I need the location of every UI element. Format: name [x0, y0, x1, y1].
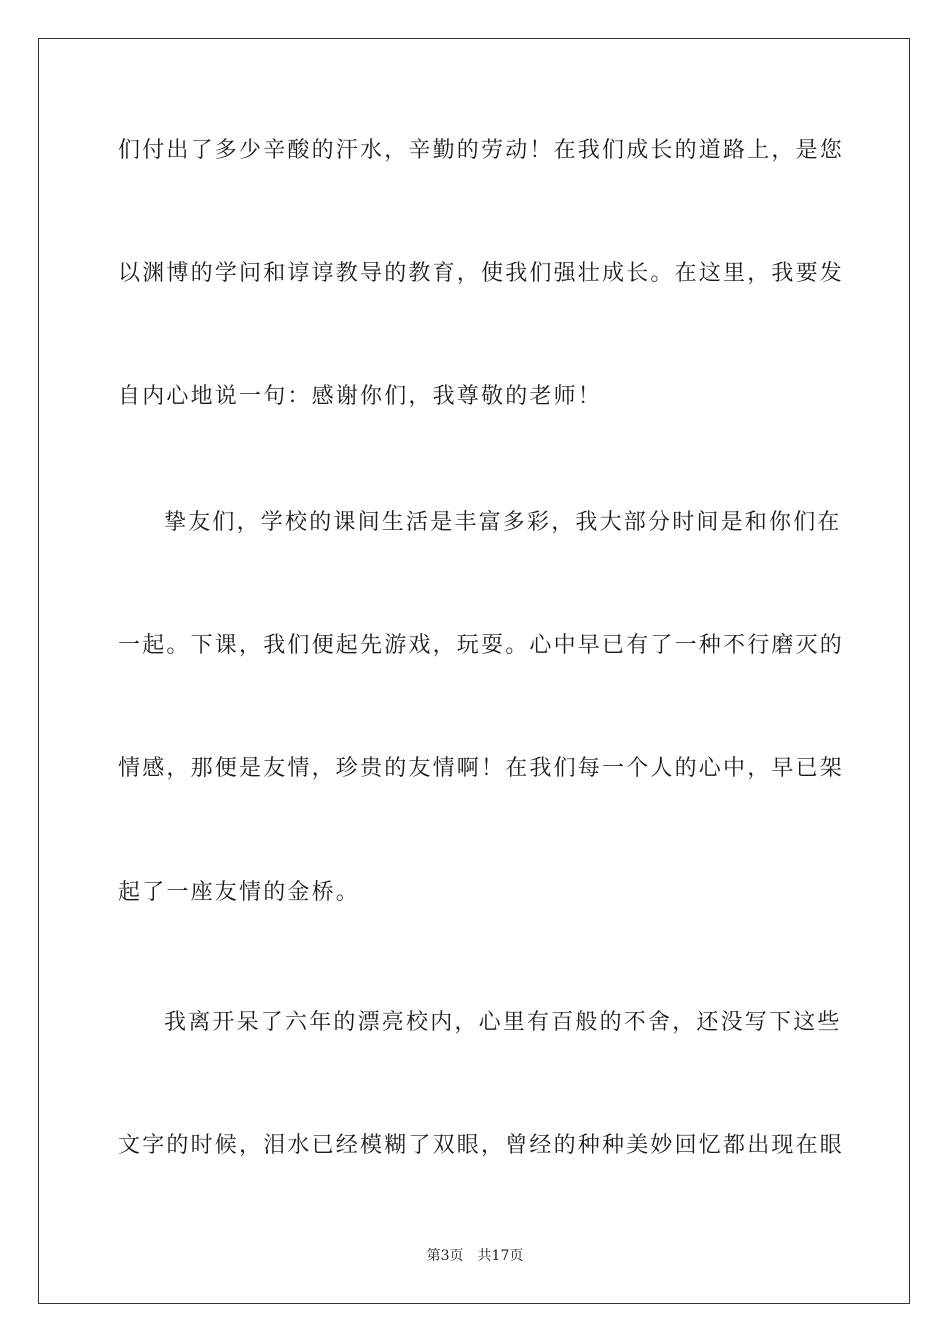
page-footer [0, 1247, 950, 1265]
paragraph-start-line: 我离开呆了六年的漂亮校内，心里有百般的不舍，还没写下这些 [164, 1010, 842, 1035]
body-text-line: 情感，那便是友情，珍贵的友情啊！在我们每一个人的心中，早已架 [118, 756, 845, 781]
body-text-line: 自内心地说一句：感谢你们，我尊敬的老师！ [118, 384, 603, 409]
total-pages: 共17页 [477, 1248, 524, 1264]
page-border [38, 38, 910, 1304]
body-text-line: 文字的时候，泪水已经模糊了双眼，曾经的种种美妙回忆都出现在眼 [118, 1133, 845, 1158]
paragraph-start-line: 挚友们，学校的课间生活是丰富多彩，我大部分时间是和你们在 [164, 510, 842, 535]
body-text-line: 们付出了多少辛酸的汗水，辛勤的劳动！在我们成长的道路上，是您 [118, 138, 845, 163]
body-text-line: 以渊博的学问和谆谆教导的教育，使我们强壮成长。在这里，我要发 [118, 261, 845, 286]
body-text-line: 起了一座友情的金桥。 [118, 880, 361, 905]
page-number: 第3页 [426, 1248, 464, 1264]
body-text-line: 一起。下课，我们便起先游戏，玩耍。心中早已有了一种不行磨灭的 [118, 633, 845, 658]
